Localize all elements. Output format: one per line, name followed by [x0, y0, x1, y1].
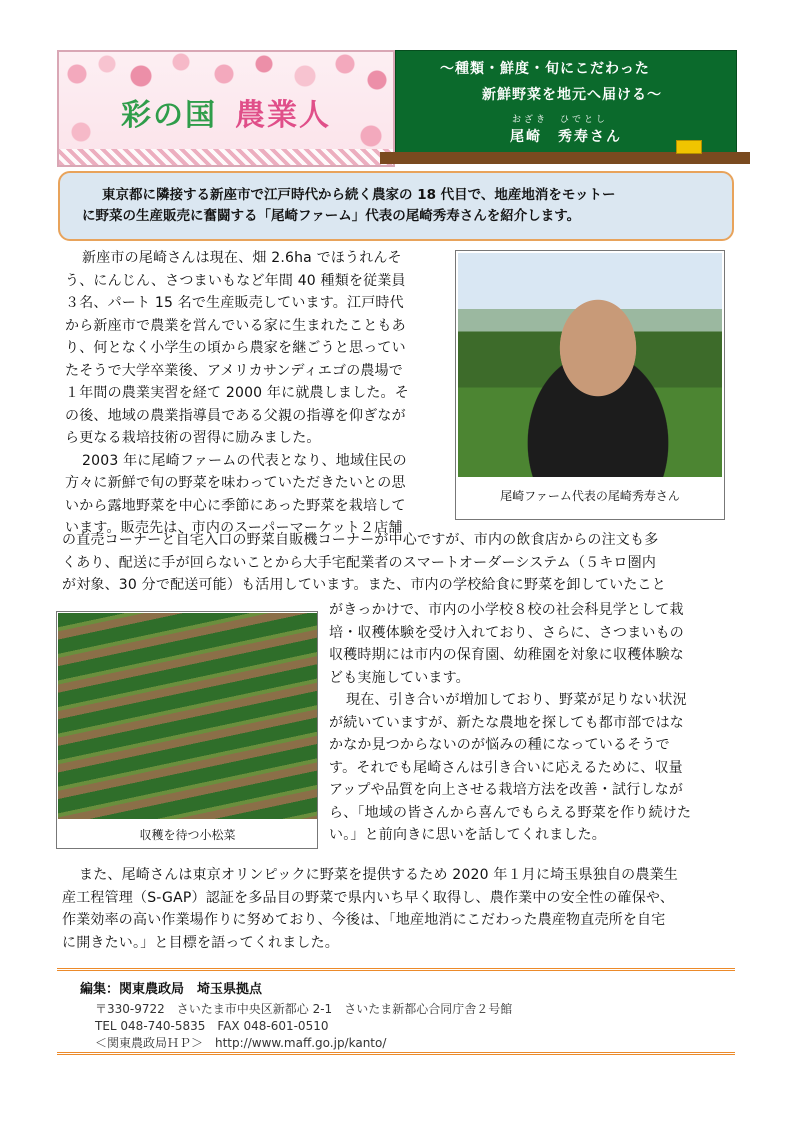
text-line: 産工程管理（S-GAP）認証を多品目の野菜で県内いち早く取得し、農作業中の安全性の確保や、 [62, 889, 675, 906]
paragraph-4 [62, 864, 742, 954]
name-ruby: おざき ひでとし [512, 115, 609, 125]
intro-line2: に野菜の生産販売に奮闘する「尾崎ファーム」代表の尾崎秀寿さんを紹介します。 [82, 208, 581, 224]
logo-title-part2: 農業人 [235, 98, 331, 133]
checkered-border [59, 149, 393, 165]
text-line: また、尾崎さんは東京オリンピックに野菜を提供するため 2020 年１月に埼玉県独自の農業生 [79, 867, 678, 883]
footer-title: 編集：関東農政局 埼玉県拠点 [80, 982, 263, 997]
text-line: 現在、引き合いが増加しており、野菜が足りない状況 [346, 692, 687, 708]
text-line: ども実施しています。 [329, 669, 470, 686]
text-line: の直売コーナーと自宅入口の野菜自販機コーナーが中心ですが、市内の飲食店からの注文も多 [62, 532, 659, 548]
text-line: 2003 年に尾崎ファームの代表となり、地域住民の [82, 452, 407, 469]
text-line: たそうで大学卒業後、アメリカサンディエゴの農場で [65, 362, 403, 379]
photo-caption-farmer: 尾崎ファーム代表の尾崎秀寿さん [500, 489, 680, 503]
text-line: がきっかけで、市内の小学校８校の社会科見学として栽 [329, 602, 684, 618]
footer-address: 〒330-9722 さいたま市中央区新都心 2-1 さいたま新都心合同庁舎２号館 [95, 1002, 513, 1016]
text-line: 収穫時期には市内の保育園、幼稚園を対象に収穫体験な [329, 647, 684, 663]
intro-line1: 東京都に隣接する新座市で江戸時代から続く農家の 18 代目で、地産地消をモットー [102, 187, 616, 203]
footer-phone: TEL 048-740-5835 FAX 048-601-0510 [95, 1019, 329, 1033]
text-line: くあり、配送に手が回らないことから大手宅配業者のスマートオーダーシステム（５キロ圏内 [62, 554, 657, 571]
text-line: す。それでも尾崎さんは引き合いに応えるために、収量 [329, 759, 683, 776]
text-line: い。」と前向きに思いを話してくれました。 [329, 827, 606, 843]
text-line: に開きたい。」と目標を語ってくれました。 [62, 934, 339, 951]
paragraph-2-full [62, 529, 742, 597]
text-line: １年間の農業実習を経て 2000 年に就農しました。そ [65, 385, 409, 401]
farmer-name: 尾崎 秀寿さん [510, 129, 622, 145]
eraser-icon [676, 140, 702, 154]
logo-banner [57, 50, 395, 167]
text-line: が続いていますが、新たな農地を探しても都市部ではな [329, 714, 684, 731]
footer-website[interactable]: ＜関東農政局ＨＰ＞ http://www.maff.go.jp/kanto/ [95, 1036, 387, 1050]
text-line: アップや品質を向上させる栽培方法を改善・試行しなが [329, 782, 684, 798]
intro-box [58, 171, 734, 241]
text-line: が対象、30 分で配送可能）も活用しています。また、市内の学校給食に野菜を卸していたこと [62, 577, 666, 593]
text-line: 培・収穫体験を受け入れており、さらに、さつまいもの [329, 624, 684, 641]
komatsuna-photo [58, 613, 317, 819]
headline-line1: ～種類・鮮度・旬にこだわった [440, 61, 650, 77]
text-line: いから露地野菜を中心に季節にあった野菜を栽培して [65, 497, 406, 514]
text-line: います。販売先は、市内のスーパーマーケット２店舗 [65, 520, 403, 536]
farmer-photo [458, 253, 722, 477]
text-line: 方々に新鮮で旬の野菜を味わっていただきたいとの思 [65, 475, 406, 491]
text-line: かなか見つからないのが悩みの種になっているそうで [329, 737, 670, 753]
text-line: 新座市の尾崎さんは現在、畑 2.6ha でほうれんそ [82, 250, 402, 266]
text-line: ら、「地域の皆さんから喜んでもらえる野菜を作り続けた [329, 804, 692, 821]
logo-title-part1: 彩の国 [121, 98, 217, 133]
paragraph-1 [65, 247, 455, 540]
text-line: から新座市で農業を営んでいる家に生まれたこともあ [65, 317, 406, 334]
logo-title [59, 90, 393, 134]
text-line: ３名、パート 15 名で生産販売しています。江戸時代 [65, 295, 404, 311]
text-line: 作業効率の高い作業場作りに努めており、今後は、「地産地消にこだわった農産物直売所を自宅 [62, 912, 666, 928]
text-line: う、にんじん、さつまいもなど年間 40 種類を従業員 [65, 272, 406, 289]
paragraph-2-right [329, 599, 739, 847]
footer-divider-top [57, 968, 735, 971]
text-line: り、何となく小学生の頃から農家を継ごうと思ってい [65, 340, 406, 356]
text-line: ら更なる栽培技術の習得に励みました。 [65, 430, 321, 446]
footer-divider-bottom [57, 1052, 735, 1055]
photo-caption-komatsuna: 収穫を待つ小松菜 [139, 828, 236, 842]
text-line: の後、地域の農業指導員である父親の指導を仰ぎなが [65, 407, 406, 424]
headline-line2: 新鮮野菜を地元へ届ける～ [482, 87, 662, 103]
